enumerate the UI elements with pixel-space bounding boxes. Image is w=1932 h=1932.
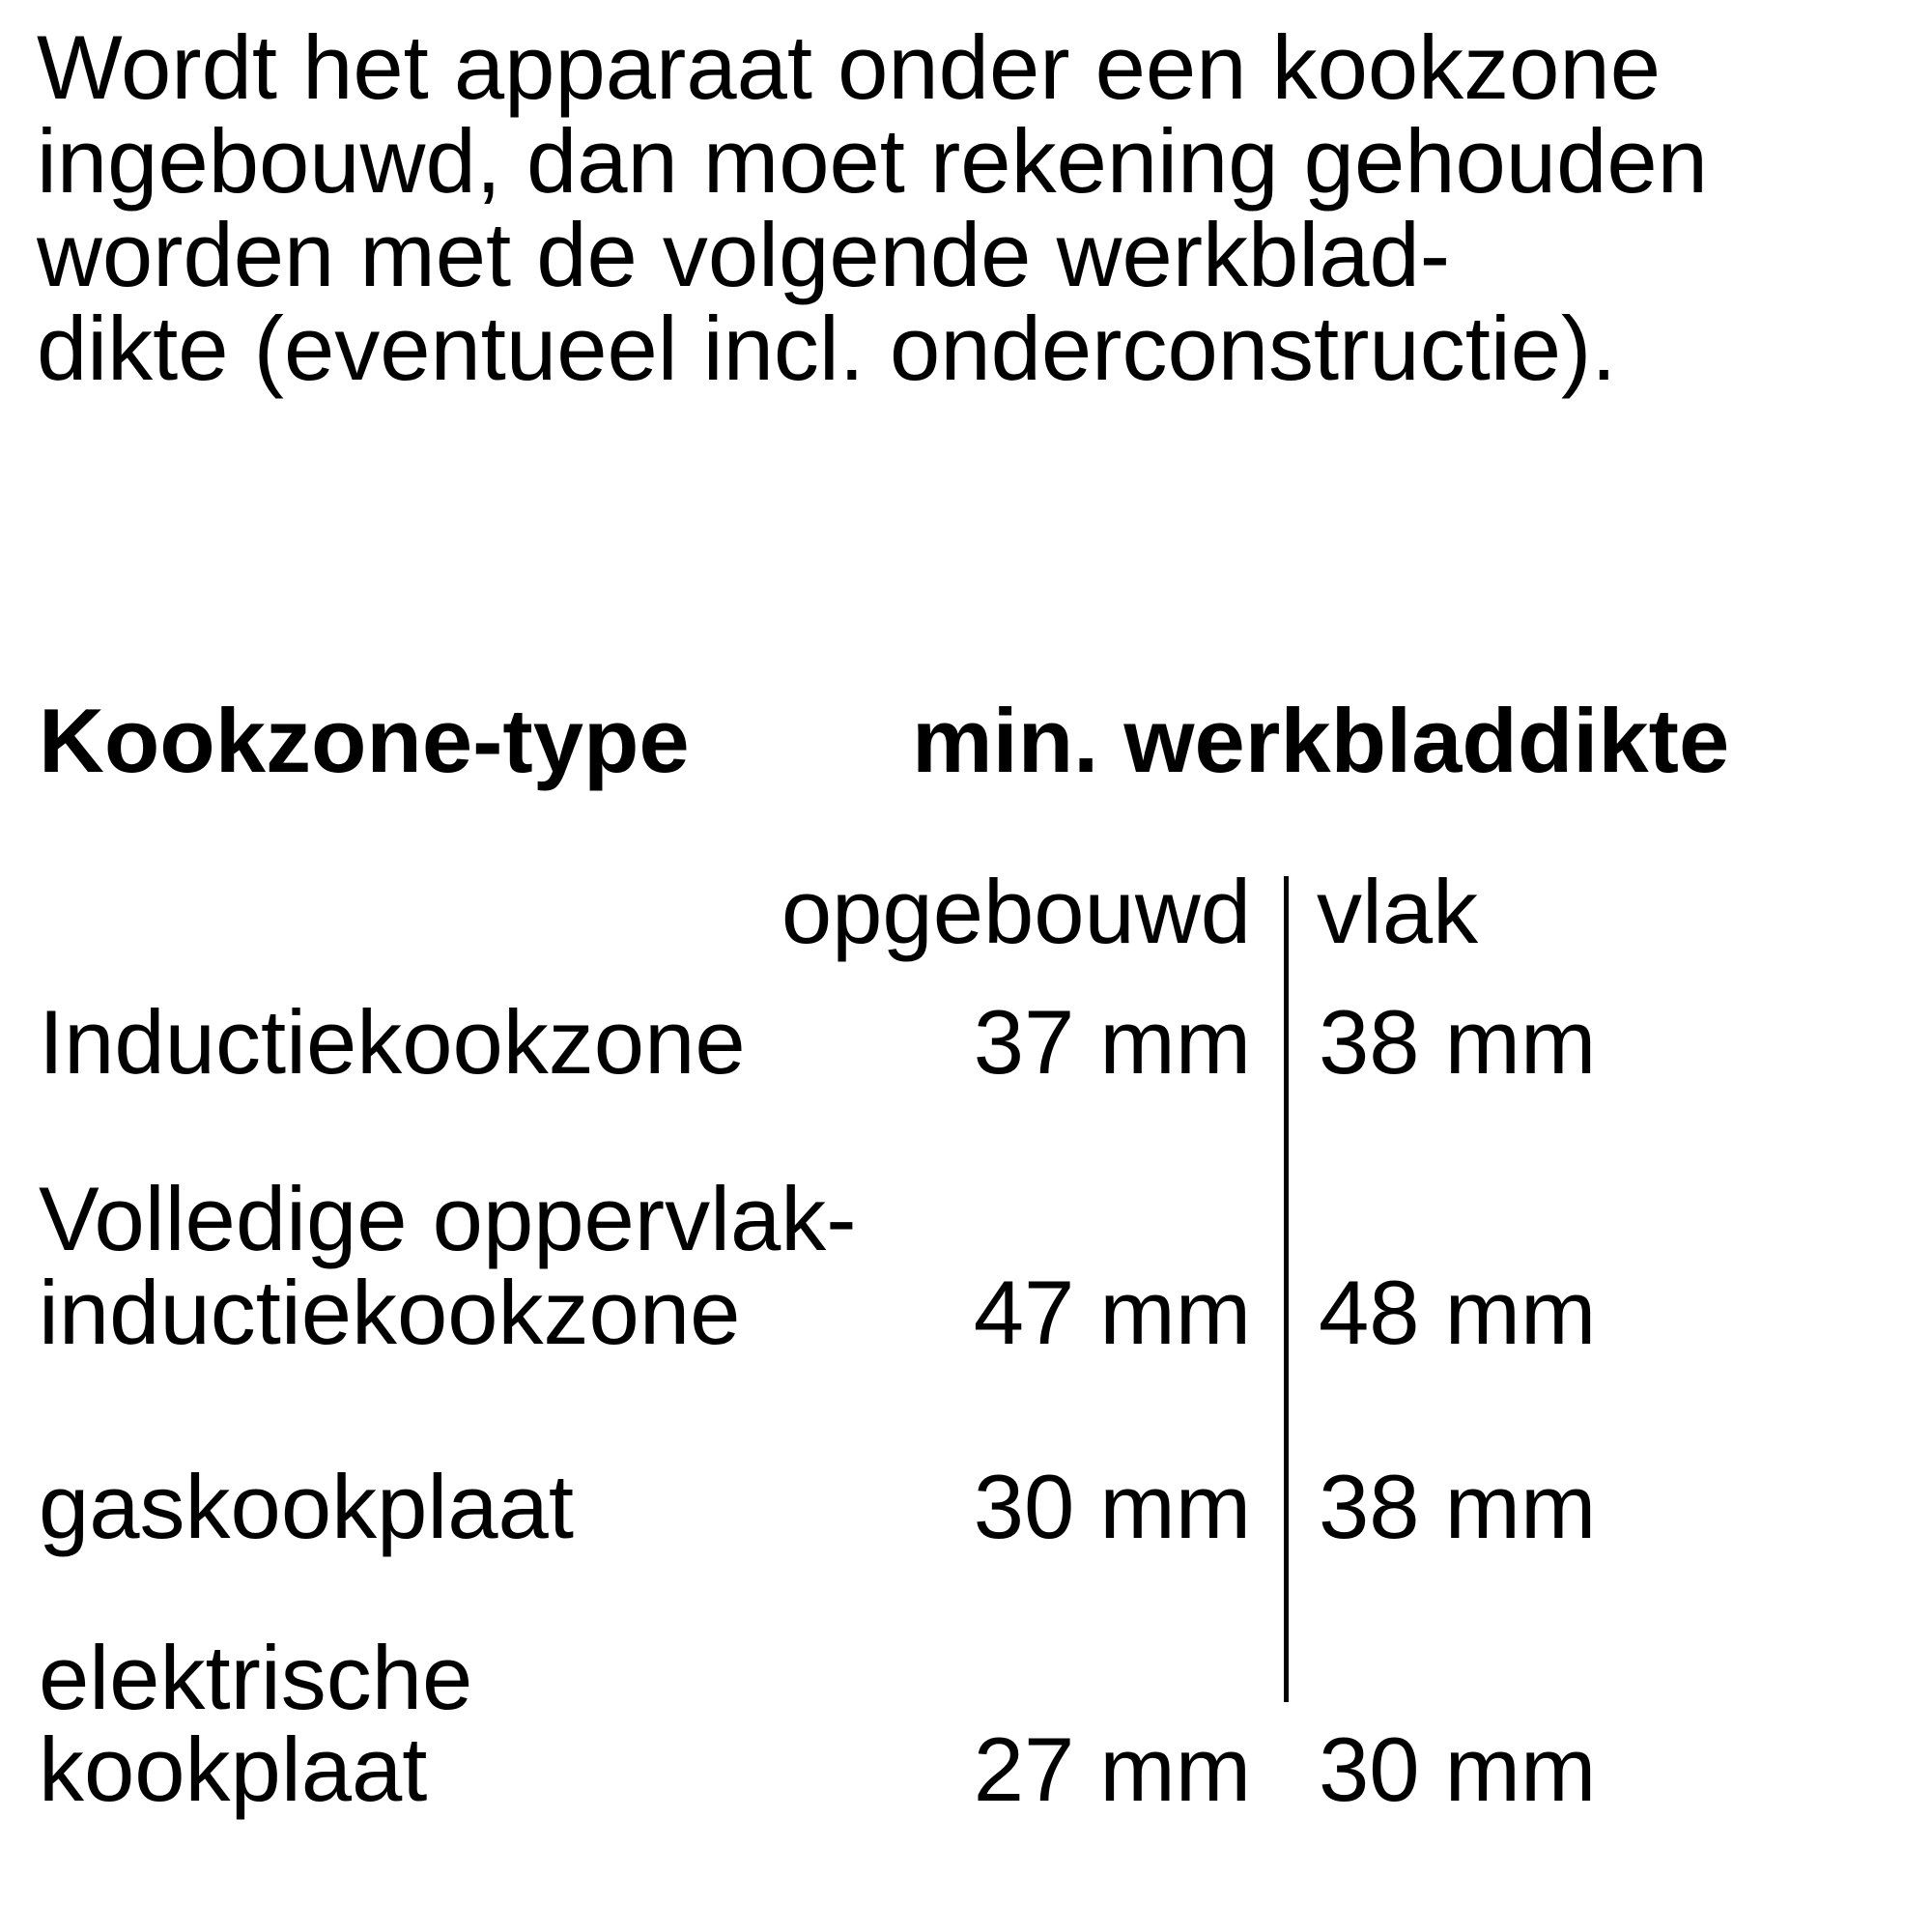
intro-line-3: worden met de volgende werkblad- <box>37 204 1451 305</box>
row-1-value-opgebouwd: 37 mm <box>973 991 1251 1093</box>
row-2-type-label-line-1: Volledige oppervlak- <box>39 1168 857 1269</box>
row-4-value-vlak: 30 mm <box>1319 1719 1597 1820</box>
column-divider-line <box>1284 876 1289 1702</box>
row-4-value-opgebouwd: 27 mm <box>973 1719 1251 1820</box>
row-1-type-label: Inductiekookzone <box>39 991 746 1093</box>
row-3-value-vlak: 38 mm <box>1319 1456 1597 1557</box>
intro-line-1: Wordt het apparaat onder een kookzone <box>37 16 1661 118</box>
row-2-type-label-line-2: inductiekookzone <box>39 1262 741 1363</box>
row-3-value-opgebouwd: 30 mm <box>973 1456 1251 1557</box>
row-2-value-opgebouwd: 47 mm <box>973 1262 1251 1363</box>
row-3-type-label: gaskookplaat <box>39 1456 574 1557</box>
row-2-value-vlak: 48 mm <box>1319 1262 1597 1363</box>
intro-paragraph <box>37 16 1708 399</box>
row-1-value-vlak: 38 mm <box>1319 991 1597 1093</box>
subheader-vlak: vlak <box>1317 861 1479 962</box>
intro-line-2: ingebouwd, dan moet rekening gehouden <box>37 110 1708 212</box>
table-header-min-werkbladdikte: min. werkbladdikte <box>912 690 1730 791</box>
subheader-opgebouwd: opgebouwd <box>781 861 1251 962</box>
row-4-type-label-line-2: kookplaat <box>39 1719 428 1820</box>
table-header-kookzone-type: Kookzone-type <box>39 690 690 791</box>
intro-line-4: dikte (eventueel incl. onderconstructie). <box>37 298 1617 399</box>
row-4-type-label-line-1: elektrische <box>39 1627 473 1728</box>
